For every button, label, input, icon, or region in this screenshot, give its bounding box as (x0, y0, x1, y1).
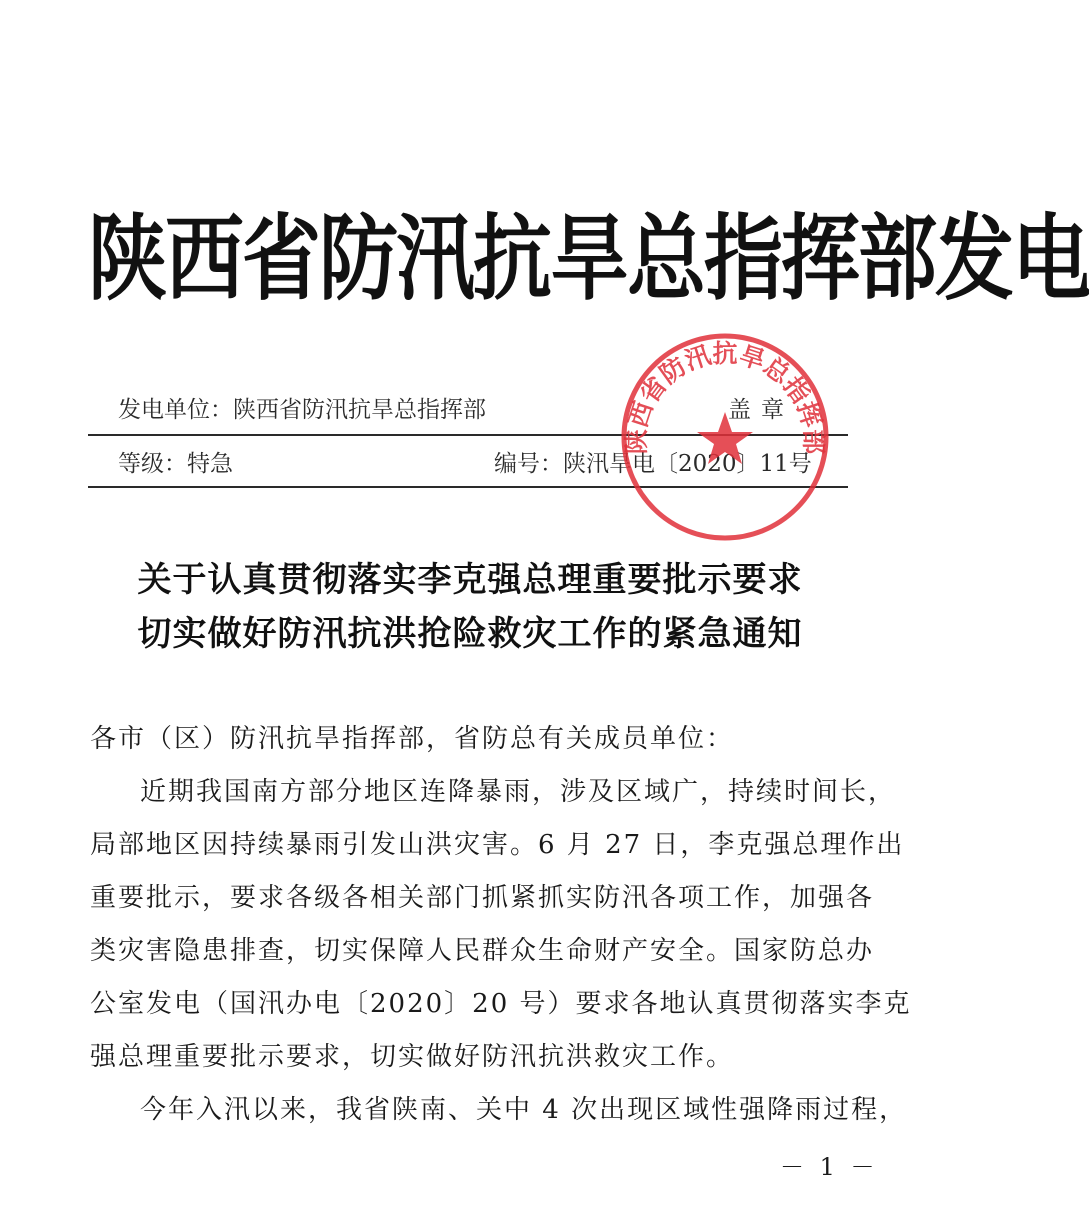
official-seal (618, 330, 832, 544)
sender-unit: 发电单位：陕西省防汛抗旱总指挥部 (118, 397, 486, 423)
stamp-label: 盖章 (728, 397, 794, 423)
paragraph-1-line: 局部地区因持续暴雨引发山洪灾害。6 月 27 日，李克强总理作出 (90, 830, 905, 860)
paragraph-1-line: 公室发电（国汛办电〔2020〕20 号）要求各地认真贯彻落实李克 (90, 989, 912, 1019)
paragraph-1-line: 类灾害隐患排查，切实保障人民群众生命财产安全。国家防总办 (90, 936, 875, 966)
paragraph-1-line: 近期我国南方部分地区连降暴雨，涉及区域广，持续时间长， (140, 777, 897, 807)
paragraph-1-line: 强总理重要批示要求，切实做好防汛抗洪救灾工作。 (90, 1042, 735, 1072)
notice-title-line-1: 关于认真贯彻落实李克强总理重要批示要求 (137, 560, 803, 600)
notice-title-line-2: 切实做好防汛抗洪抢险救灾工作的紧急通知 (137, 614, 803, 654)
urgency-grade: 等级：特急 (118, 451, 233, 477)
salutation: 各市（区）防汛抗旱指挥部，省防总有关成员单位： (90, 724, 735, 754)
seal-star-icon (697, 412, 753, 464)
seal-text: 陕西省防汛抗旱总指挥部 (621, 339, 829, 455)
document-number: 编号：陕汛旱电〔2020〕11号 (494, 451, 812, 477)
page-number: － 1 － (780, 1153, 879, 1181)
document-header-title: 陕西省防汛抗旱总指挥部发电 (88, 204, 1089, 314)
paragraph-1-line: 重要批示，要求各级各相关部门抓紧抓实防汛各项工作，加强各 (90, 883, 875, 913)
paragraph-2-line: 今年入汛以来，我省陕南、关中 4 次出现区域性强降雨过程， (140, 1095, 908, 1125)
